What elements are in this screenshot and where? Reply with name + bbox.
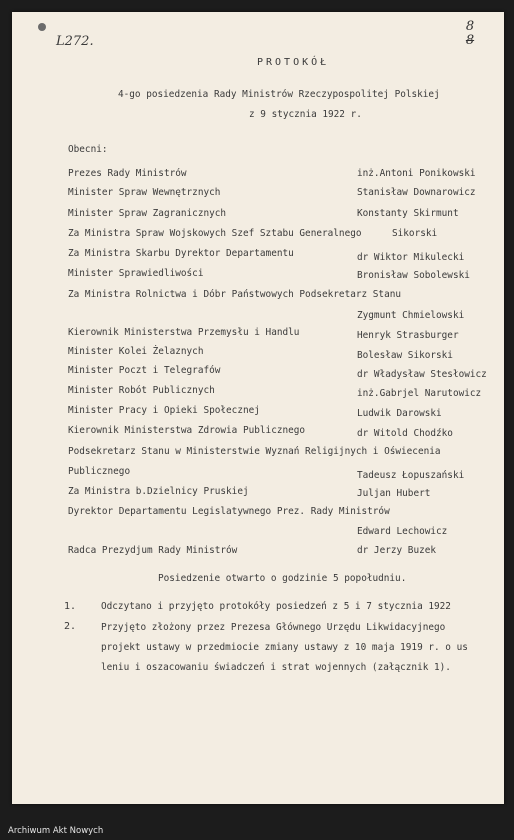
folio-number [460,20,480,48]
document-title: PROTOKÓŁ [257,57,330,68]
attendee-name: Stanisław Downarowicz [357,187,476,198]
attendee-name: Henryk Strasburger [357,330,459,341]
attendee-role: Kierownik Ministerstwa Przemysłu i Handlu [68,327,300,338]
item-text-line: leniu i oszacowaniu świadczeń i strat wojennych (załącznik 1). [101,662,451,673]
attendee-role: Za Ministra Skarbu Dyrektor Departamentu [68,248,294,259]
attendee-name: inż.Gabrjel Narutowicz [357,388,482,399]
archive-footer-bar [0,812,514,840]
attendee-name: dr Wiktor Mikulecki [357,252,465,263]
attendee-role: Minister Sprawiedliwości [68,268,204,279]
attendee-name: inż.Antoni Ponikowski [357,168,476,179]
archive-label: Archiwum Akt Nowych [8,826,104,836]
opening-line: Posiedzenie otwarto o godzinie 5 popołudniu. [158,573,407,584]
attendee-role: Prezes Rady Ministrów [68,168,187,179]
attendee-role: Za Ministra Spraw Wojskowych Szef Sztabu Generalnego [68,228,362,239]
attendee-role: Publicznego [68,466,131,477]
document-page [12,12,504,804]
attendee-role: Dyrektor Departamentu Legislatywnego Prez. Rady Ministrów [68,506,390,517]
document-subtitle: 4-go posiedzenia Rady Ministrów Rzeczypospolitej Polskiej [118,89,440,100]
attendee-name: Ludwik Darowski [357,408,442,419]
item-number: 1. [64,601,77,612]
handwritten-signature-number: L272. [56,34,94,49]
attendee-role: Minister Spraw Zagranicznych [68,208,227,219]
attendee-role: Radca Prezydjum Rady Ministrów [68,545,238,556]
attendee-name: Zygmunt Chmielowski [357,310,465,321]
attendee-role: Minister Robót Publicznych [68,385,215,396]
attendee-name: Juljan Hubert [357,488,431,499]
item-text-line: Odczytano i przyjęto protokóły posiedzeń z 5 i 7 stycznia 1922 [101,601,451,612]
item-text-line: Przyjęto złożony przez Prezesa Głównego Urzędu Likwidacyjnego [101,622,446,633]
attendee-role: Minister Spraw Wewnętrznych [68,187,221,198]
item-number: 2. [64,621,77,632]
attendee-role: Minister Kolei Żelaznych [68,346,204,357]
document-date: z 9 stycznia 1922 r. [249,109,362,120]
present-heading: Obecni: [68,144,108,155]
attendee-role: Minister Poczt i Telegrafów [68,365,221,376]
folio-old-struck: 8 [465,33,475,48]
folio-current: 8 [465,19,475,34]
attendee-role: Podsekretarz Stanu w Ministerstwie Wyznań Religijnych i Oświecenia [68,446,441,457]
attendee-name: Edward Lechowicz [357,526,448,537]
attendee-role: Za Ministra b.Dzielnicy Pruskiej [68,486,249,497]
attendee-name: Tadeusz Łopuszański [357,470,465,481]
attendee-name: Sikorski [392,228,438,239]
attendee-name: dr Władysław Stesłowicz [357,369,487,380]
attendee-name: dr Jerzy Buzek [357,545,437,556]
item-text-line: projekt ustawy w przedmiocie zmiany ustawy z 10 maja 1919 r. o us [101,642,468,653]
attendee-role: Minister Pracy i Opieki Społecznej [68,405,260,416]
punch-hole [38,23,46,31]
attendee-name: dr Witold Chodźko [357,428,453,439]
attendee-name: Bolesław Sikorski [357,350,453,361]
attendee-role: Kierownik Ministerstwa Zdrowia Publicznego [68,425,306,436]
attendee-name: Konstanty Skirmunt [357,208,459,219]
attendee-role: Za Ministra Rolnictwa i Dóbr Państwowych Podsekretarz Stanu [68,289,402,300]
attendee-name: Bronisław Sobolewski [357,270,470,281]
